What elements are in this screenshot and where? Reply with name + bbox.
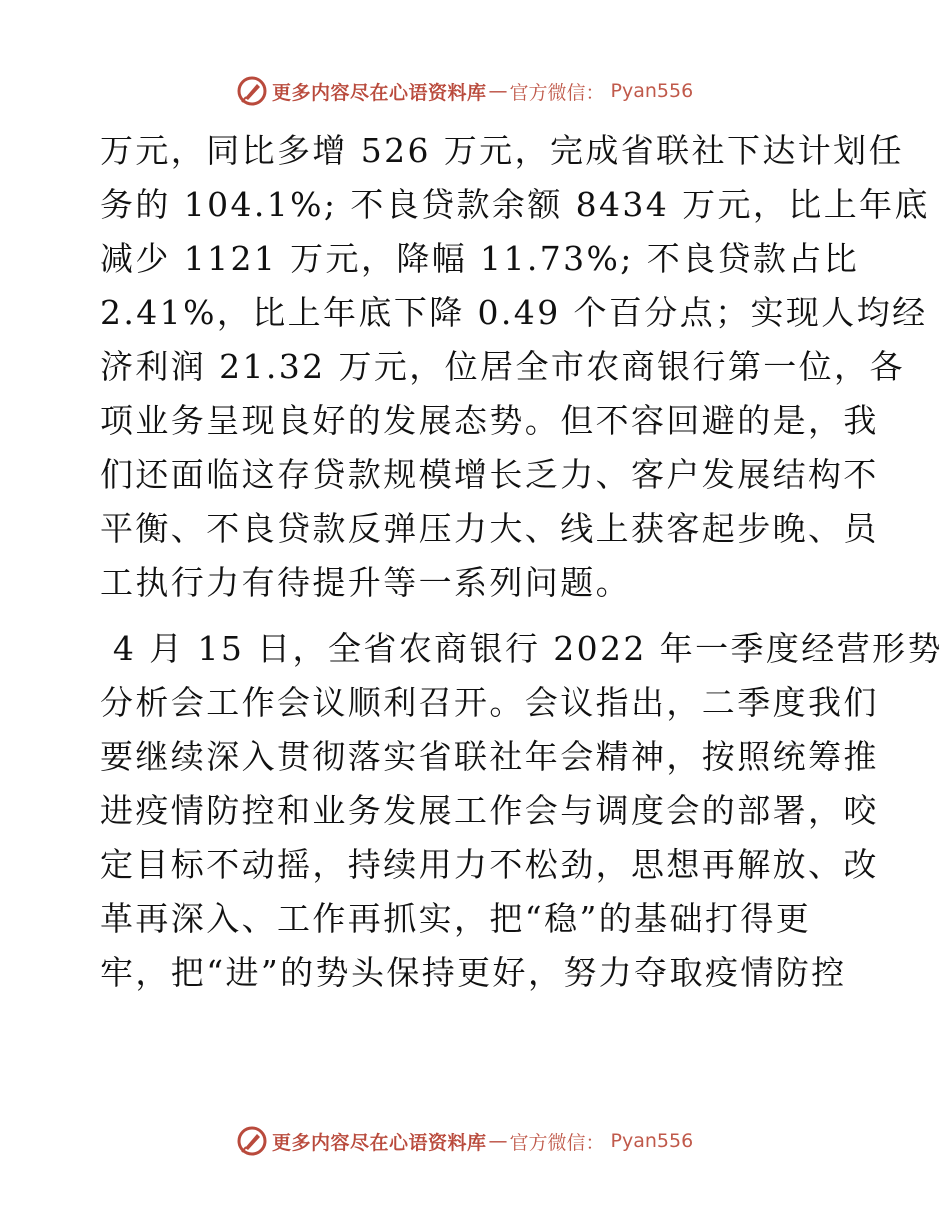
text-line: 要继续深入贯彻落实省联社年会精神，按照统筹推: [100, 737, 879, 776]
text-line: 牢，把“进”的势头保持更好，努力夺取疫情防控: [100, 953, 847, 992]
paragraph-gap: [100, 610, 860, 622]
banner-wechat-id: Pyan556: [610, 1130, 694, 1152]
text-line: 4 月 15 日，全省农商银行 2022 年一季度经营形势: [100, 629, 943, 668]
text-line: 革再深入、工作再抓实，把“稳”的基础打得更: [100, 899, 812, 938]
text-line: 们还面临这存贷款规模增长乏力、客户发展结构不: [100, 455, 879, 494]
text-line: 平衡、不良贷款反弹压力大、线上获客起步晚、员: [100, 509, 879, 548]
banner-wechat-label: 官方微信：: [509, 81, 605, 104]
banner-dash: —: [488, 80, 508, 102]
banner-slogan: 更多内容尽在心语资料库: [272, 1131, 487, 1154]
paragraph-2: [100, 622, 943, 1000]
banner-wechat-id: Pyan556: [610, 80, 694, 102]
footer-banner: [236, 1124, 693, 1158]
document-body: [100, 124, 943, 1000]
banner-dash: —: [488, 1130, 508, 1152]
text-line: 减少 1121 万元，降幅 11.73%; 不良贷款占比: [100, 239, 860, 278]
text-line: 进疫情防控和业务发展工作会与调度会的部署，咬: [100, 791, 879, 830]
quill-logo-icon: [236, 75, 268, 107]
quill-logo-icon: [236, 1125, 268, 1157]
text-line: 工执行力有待提升等一系列问题。: [100, 563, 631, 602]
text-line: 2.41%，比上年底下降 0.49 个百分点；实现人均经: [100, 293, 928, 332]
text-line: 分析会工作会议顺利召开。会议指出，二季度我们: [100, 683, 879, 722]
banner-wechat-label: 官方微信：: [509, 1131, 605, 1154]
paragraph-1: [100, 124, 930, 610]
banner-slogan: 更多内容尽在心语资料库: [272, 81, 487, 104]
text-line: 万元，同比多增 526 万元，完成省联社下达计划任: [100, 131, 904, 170]
text-line: 定目标不动摇，持续用力不松劲，思想再解放、改: [100, 845, 879, 884]
text-line: 济利润 21.32 万元，位居全市农商银行第一位，各: [100, 347, 905, 386]
text-line: 务的 104.1%; 不良贷款余额 8434 万元，比上年底: [100, 185, 930, 224]
text-line: 项业务呈现良好的发展态势。但不容回避的是，我: [100, 401, 879, 440]
header-banner: [236, 74, 693, 108]
